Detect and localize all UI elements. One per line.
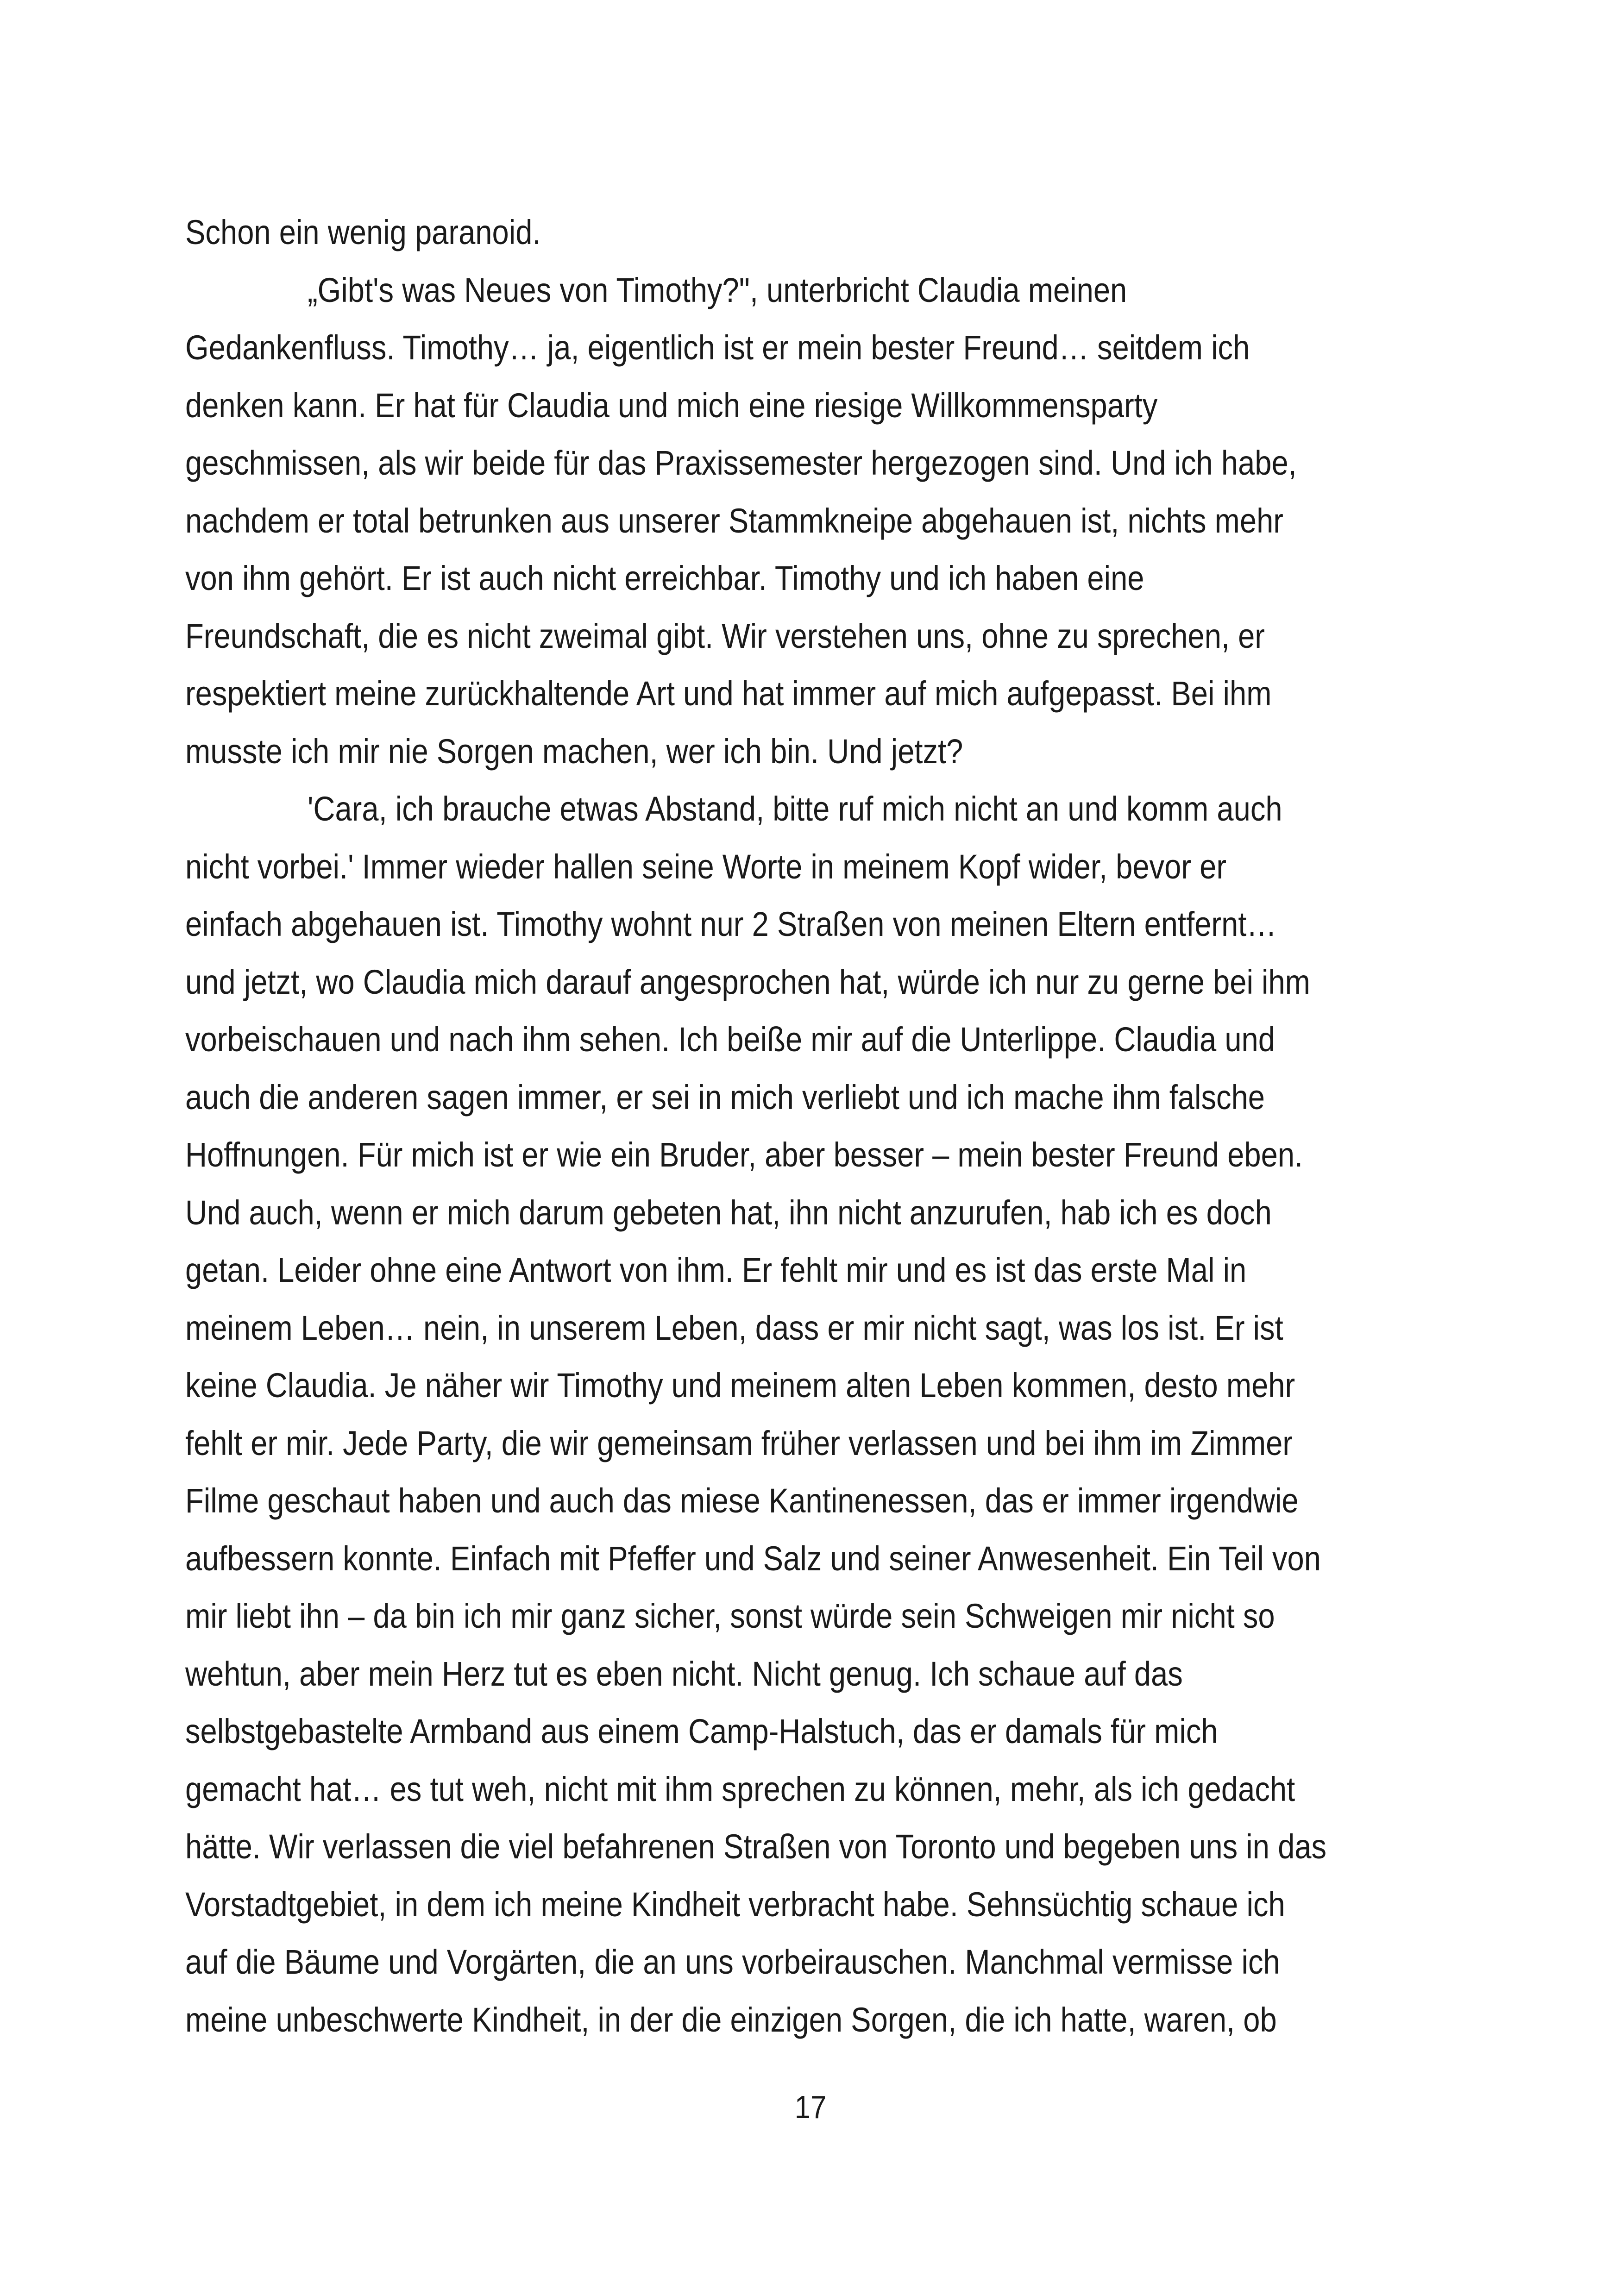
text-line: keine Claudia. Je näher wir Timothy und meinem alten Leben kommen, desto mehr <box>185 1366 1295 1405</box>
body-text <box>185 204 1445 2049</box>
text-line: Und auch, wenn er mich darum gebeten hat, ihn nicht anzurufen, hab ich es doch <box>185 1193 1272 1232</box>
text-line: Schon ein wenig paranoid. <box>185 213 541 251</box>
text-line: 'Cara, ich brauche etwas Abstand, bitte ruf mich nicht an und komm auch <box>308 790 1282 828</box>
text-line: und jetzt, wo Claudia mich darauf angesprochen hat, würde ich nur zu gerne bei ihm <box>185 962 1310 1001</box>
text-line: Filme geschaut haben und auch das miese Kantinenessen, das er immer irgendwie <box>185 1481 1299 1520</box>
text-line: nachdem er total betrunken aus unserer Stammkneipe abgehauen ist, nichts mehr <box>185 501 1284 540</box>
text-line: von ihm gehört. Er ist auch nicht erreichbar. Timothy und ich haben eine <box>185 559 1144 597</box>
text-line: gemacht hat… es tut weh, nicht mit ihm sprechen zu können, mehr, als ich gedacht <box>185 1769 1295 1808</box>
text-line: Freundschaft, die es nicht zweimal gibt. Wir verstehen uns, ohne zu sprechen, er <box>185 616 1265 655</box>
text-line: musste ich mir nie Sorgen machen, wer ich bin. Und jetzt? <box>185 732 963 771</box>
text-line: vorbeischauen und nach ihm sehen. Ich beiße mir auf die Unterlippe. Claudia und <box>185 1020 1275 1059</box>
text-line: fehlt er mir. Jede Party, die wir gemeinsam früher verlassen und bei ihm im Zimmer <box>185 1424 1293 1462</box>
text-line: meinem Leben… nein, in unserem Leben, dass er mir nicht sagt, was los ist. Er ist <box>185 1308 1283 1347</box>
text-line: einfach abgehauen ist. Timothy wohnt nur 2 Straßen von meinen Eltern entfernt… <box>185 905 1277 943</box>
text-line: Gedankenfluss. Timothy… ja, eigentlich ist er mein bester Freund… seitdem ich <box>185 328 1250 367</box>
text-line: „Gibt's was Neues von Timothy?", unterbricht Claudia meinen <box>308 270 1127 309</box>
text-line: mir liebt ihn – da bin ich mir ganz sicher, sonst würde sein Schweigen mir nicht so <box>185 1597 1275 1635</box>
text-line: respektiert meine zurückhaltende Art und hat immer auf mich aufgepasst. Bei ihm <box>185 674 1272 713</box>
text-line: selbstgebastelte Armband aus einem Camp-Halstuch, das er damals für mich <box>185 1712 1218 1750</box>
text-line: Vorstadtgebiet, in dem ich meine Kindheit verbracht habe. Sehnsüchtig schaue ich <box>185 1885 1285 1924</box>
text-line: getan. Leider ohne eine Antwort von ihm. Er fehlt mir und es ist das erste Mal in <box>185 1251 1247 1289</box>
text-line: nicht vorbei.' Immer wieder hallen seine Worte in meinem Kopf wider, bevor er <box>185 847 1227 886</box>
text-line: denken kann. Er hat für Claudia und mich eine riesige Willkommensparty <box>185 386 1158 425</box>
text-line: hätte. Wir verlassen die viel befahrenen Straßen von Toronto und begeben uns in das <box>185 1827 1327 1866</box>
text-line: wehtun, aber mein Herz tut es eben nicht. Nicht genug. Ich schaue auf das <box>185 1654 1183 1693</box>
text-line: meine unbeschwerte Kindheit, in der die einzigen Sorgen, die ich hatte, waren, ob <box>185 2000 1277 2039</box>
text-line: aufbessern konnte. Einfach mit Pfeffer und Salz und seiner Anwesenheit. Ein Teil von <box>185 1539 1321 1578</box>
text-line: auch die anderen sagen immer, er sei in mich verliebt und ich mache ihm falsche <box>185 1078 1265 1117</box>
text-line: auf die Bäume und Vorgärten, die an uns vorbeirauschen. Manchmal vermisse ich <box>185 1943 1280 1981</box>
page-number: 17 <box>794 2089 827 2125</box>
text-line: geschmissen, als wir beide für das Praxissemester hergezogen sind. Und ich habe, <box>185 444 1297 482</box>
text-line: Hoffnungen. Für mich ist er wie ein Bruder, aber besser – mein bester Freund eben. <box>185 1135 1303 1174</box>
